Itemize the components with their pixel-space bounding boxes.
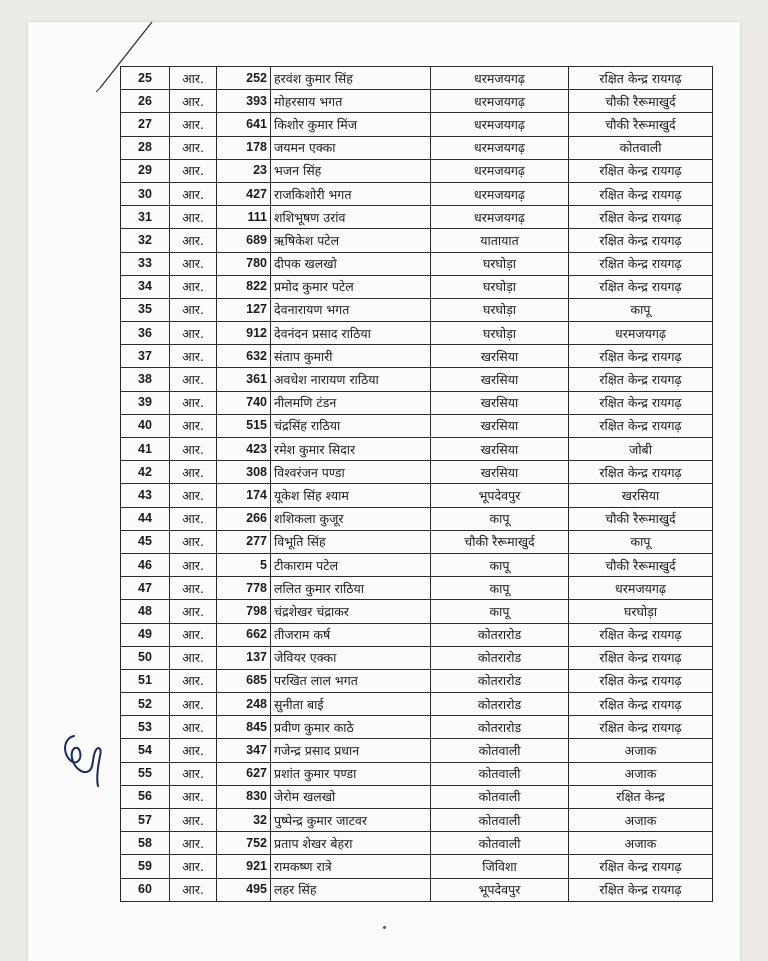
rank-cell: आर. bbox=[170, 785, 217, 808]
rank-cell: आर. bbox=[170, 716, 217, 739]
serial-number-cell: 40 bbox=[121, 414, 170, 437]
employee-name-cell: शशिकला कुजूर bbox=[271, 507, 431, 530]
rank-cell: आर. bbox=[170, 67, 217, 90]
rank-cell: आर. bbox=[170, 159, 217, 182]
transfer-posting-cell: रक्षित केन्द्र रायगढ़ bbox=[569, 414, 713, 437]
employee-name-cell: ललित कुमार राठिया bbox=[271, 577, 431, 600]
current-posting-cell: कोतरारोड bbox=[431, 646, 569, 669]
badge-number-cell: 277 bbox=[217, 530, 271, 553]
rank-cell: आर. bbox=[170, 530, 217, 553]
serial-number-cell: 42 bbox=[121, 461, 170, 484]
employee-name-cell: विभूति सिंह bbox=[271, 530, 431, 553]
transfer-posting-cell: रक्षित केन्द्र रायगढ़ bbox=[569, 693, 713, 716]
table-row bbox=[121, 600, 713, 623]
serial-number-cell: 38 bbox=[121, 368, 170, 391]
employee-name-cell: यूकेश सिंह श्याम bbox=[271, 484, 431, 507]
table-row bbox=[121, 438, 713, 461]
employee-name-cell: जयमन एक्का bbox=[271, 136, 431, 159]
rank-cell: आर. bbox=[170, 832, 217, 855]
badge-number-cell: 912 bbox=[217, 322, 271, 345]
serial-number-cell: 49 bbox=[121, 623, 170, 646]
current-posting-cell: खरसिया bbox=[431, 414, 569, 437]
serial-number-cell: 37 bbox=[121, 345, 170, 368]
badge-number-cell: 780 bbox=[217, 252, 271, 275]
employee-name-cell: मोहरसाय भगत bbox=[271, 90, 431, 113]
transfer-posting-cell: रक्षित केन्द्र रायगढ़ bbox=[569, 275, 713, 298]
table-row bbox=[121, 391, 713, 414]
serial-number-cell: 25 bbox=[121, 67, 170, 90]
current-posting-cell: धरमजयगढ़ bbox=[431, 113, 569, 136]
serial-number-cell: 31 bbox=[121, 206, 170, 229]
transfer-posting-cell: रक्षित केन्द्र रायगढ़ bbox=[569, 206, 713, 229]
badge-number-cell: 5 bbox=[217, 553, 271, 576]
rank-cell: आर. bbox=[170, 762, 217, 785]
transfer-posting-cell: रक्षित केन्द्र रायगढ़ bbox=[569, 229, 713, 252]
employee-name-cell: शशिभूषण उरांव bbox=[271, 206, 431, 229]
serial-number-cell: 56 bbox=[121, 785, 170, 808]
current-posting-cell: भूपदेवपुर bbox=[431, 878, 569, 901]
table-row bbox=[121, 368, 713, 391]
current-posting-cell: चौकी रैरूमाखुर्द bbox=[431, 530, 569, 553]
current-posting-cell: धरमजयगढ़ bbox=[431, 90, 569, 113]
current-posting-cell: कोतवाली bbox=[431, 762, 569, 785]
rank-cell: आर. bbox=[170, 739, 217, 762]
current-posting-cell: घरघोड़ा bbox=[431, 252, 569, 275]
transfer-posting-cell: रक्षित केन्द्र रायगढ़ bbox=[569, 159, 713, 182]
employee-name-cell: रामकष्ण रात्रे bbox=[271, 855, 431, 878]
table-row bbox=[121, 159, 713, 182]
employee-name-cell: विश्वरंजन पण्डा bbox=[271, 461, 431, 484]
current-posting-cell: खरसिया bbox=[431, 345, 569, 368]
table-row bbox=[121, 322, 713, 345]
transfer-posting-cell: चौकी रैरूमाखुर्द bbox=[569, 113, 713, 136]
serial-number-cell: 52 bbox=[121, 693, 170, 716]
table-row bbox=[121, 878, 713, 901]
current-posting-cell: भूपदेवपुर bbox=[431, 484, 569, 507]
transfer-posting-cell: कापू bbox=[569, 298, 713, 321]
badge-number-cell: 127 bbox=[217, 298, 271, 321]
employee-name-cell: देवनारायण भगत bbox=[271, 298, 431, 321]
rank-cell: आर. bbox=[170, 438, 217, 461]
employee-name-cell: गजेन्द्र प्रसाद प्रधान bbox=[271, 739, 431, 762]
serial-number-cell: 59 bbox=[121, 855, 170, 878]
serial-number-cell: 48 bbox=[121, 600, 170, 623]
rank-cell: आर. bbox=[170, 182, 217, 205]
transfer-posting-cell: रक्षित केन्द्र रायगढ़ bbox=[569, 252, 713, 275]
serial-number-cell: 30 bbox=[121, 182, 170, 205]
employee-name-cell: टीकाराम पटेल bbox=[271, 553, 431, 576]
current-posting-cell: कोतरारोड bbox=[431, 669, 569, 692]
rank-cell: आर. bbox=[170, 229, 217, 252]
serial-number-cell: 32 bbox=[121, 229, 170, 252]
serial-number-cell: 39 bbox=[121, 391, 170, 414]
table-row bbox=[121, 832, 713, 855]
badge-number-cell: 347 bbox=[217, 739, 271, 762]
table-row bbox=[121, 669, 713, 692]
badge-number-cell: 798 bbox=[217, 600, 271, 623]
serial-number-cell: 35 bbox=[121, 298, 170, 321]
table-row bbox=[121, 623, 713, 646]
table-row bbox=[121, 809, 713, 832]
transfer-posting-cell: धरमजयगढ़ bbox=[569, 322, 713, 345]
serial-number-cell: 28 bbox=[121, 136, 170, 159]
table-row bbox=[121, 67, 713, 90]
current-posting-cell: कोतवाली bbox=[431, 785, 569, 808]
badge-number-cell: 361 bbox=[217, 368, 271, 391]
transfer-posting-cell: रक्षित केन्द्र रायगढ़ bbox=[569, 461, 713, 484]
employee-name-cell: पुष्पेन्द्र कुमार जाटवर bbox=[271, 809, 431, 832]
transfer-posting-cell: धरमजयगढ़ bbox=[569, 577, 713, 600]
serial-number-cell: 27 bbox=[121, 113, 170, 136]
rank-cell: आर. bbox=[170, 345, 217, 368]
employee-name-cell: दीपक खलखो bbox=[271, 252, 431, 275]
transfer-posting-cell: कापू bbox=[569, 530, 713, 553]
badge-number-cell: 266 bbox=[217, 507, 271, 530]
serial-number-cell: 43 bbox=[121, 484, 170, 507]
current-posting-cell: कोतरारोड bbox=[431, 623, 569, 646]
badge-number-cell: 111 bbox=[217, 206, 271, 229]
transfer-posting-cell: जोबी bbox=[569, 438, 713, 461]
rank-cell: आर. bbox=[170, 623, 217, 646]
transfer-posting-cell: रक्षित केन्द्र रायगढ़ bbox=[569, 623, 713, 646]
rank-cell: आर. bbox=[170, 368, 217, 391]
transfer-posting-cell: अजाक bbox=[569, 832, 713, 855]
table-row bbox=[121, 414, 713, 437]
current-posting-cell: कोतरारोड bbox=[431, 716, 569, 739]
rank-cell: आर. bbox=[170, 855, 217, 878]
badge-number-cell: 641 bbox=[217, 113, 271, 136]
current-posting-cell: कापू bbox=[431, 600, 569, 623]
table-row bbox=[121, 762, 713, 785]
table-row bbox=[121, 275, 713, 298]
rank-cell: आर. bbox=[170, 809, 217, 832]
employee-name-cell: प्रवीण कुमार काठे bbox=[271, 716, 431, 739]
employee-name-cell: तीजराम कर्ष bbox=[271, 623, 431, 646]
rank-cell: आर. bbox=[170, 669, 217, 692]
rank-cell: आर. bbox=[170, 113, 217, 136]
employee-name-cell: प्रशांत कुमार पण्डा bbox=[271, 762, 431, 785]
badge-number-cell: 174 bbox=[217, 484, 271, 507]
current-posting-cell: कोतवाली bbox=[431, 832, 569, 855]
transfer-posting-cell: रक्षित केन्द्र रायगढ़ bbox=[569, 855, 713, 878]
current-posting-cell: खरसिया bbox=[431, 438, 569, 461]
current-posting-cell: कापू bbox=[431, 553, 569, 576]
badge-number-cell: 495 bbox=[217, 878, 271, 901]
table-row bbox=[121, 553, 713, 576]
transfer-roster-table bbox=[120, 66, 713, 902]
transfer-posting-cell: खरसिया bbox=[569, 484, 713, 507]
badge-number-cell: 308 bbox=[217, 461, 271, 484]
badge-number-cell: 632 bbox=[217, 345, 271, 368]
serial-number-cell: 44 bbox=[121, 507, 170, 530]
badge-number-cell: 740 bbox=[217, 391, 271, 414]
serial-number-cell: 54 bbox=[121, 739, 170, 762]
serial-number-cell: 58 bbox=[121, 832, 170, 855]
badge-number-cell: 423 bbox=[217, 438, 271, 461]
table-row bbox=[121, 252, 713, 275]
serial-number-cell: 29 bbox=[121, 159, 170, 182]
serial-number-cell: 57 bbox=[121, 809, 170, 832]
current-posting-cell: धरमजयगढ़ bbox=[431, 182, 569, 205]
serial-number-cell: 55 bbox=[121, 762, 170, 785]
employee-name-cell: ऋषिकेश पटेल bbox=[271, 229, 431, 252]
rank-cell: आर. bbox=[170, 414, 217, 437]
current-posting-cell: धरमजयगढ़ bbox=[431, 67, 569, 90]
current-posting-cell: यातायात bbox=[431, 229, 569, 252]
employee-name-cell: प्रमोद कुमार पटेल bbox=[271, 275, 431, 298]
badge-number-cell: 393 bbox=[217, 90, 271, 113]
transfer-posting-cell: अजाक bbox=[569, 762, 713, 785]
transfer-posting-cell: रक्षित केन्द्र रायगढ़ bbox=[569, 716, 713, 739]
badge-number-cell: 921 bbox=[217, 855, 271, 878]
badge-number-cell: 627 bbox=[217, 762, 271, 785]
badge-number-cell: 662 bbox=[217, 623, 271, 646]
employee-name-cell: संताप कुमारी bbox=[271, 345, 431, 368]
rank-cell: आर. bbox=[170, 298, 217, 321]
transfer-posting-cell: रक्षित केन्द्र रायगढ़ bbox=[569, 391, 713, 414]
serial-number-cell: 53 bbox=[121, 716, 170, 739]
employee-name-cell: प्रताप शेखर बेहरा bbox=[271, 832, 431, 855]
employee-name-cell: रमेश कुमार सिदार bbox=[271, 438, 431, 461]
transfer-posting-cell: कोतवाली bbox=[569, 136, 713, 159]
badge-number-cell: 778 bbox=[217, 577, 271, 600]
badge-number-cell: 23 bbox=[217, 159, 271, 182]
table-row bbox=[121, 739, 713, 762]
employee-name-cell: जेवियर एक्का bbox=[271, 646, 431, 669]
rank-cell: आर. bbox=[170, 391, 217, 414]
badge-number-cell: 137 bbox=[217, 646, 271, 669]
rank-cell: आर. bbox=[170, 507, 217, 530]
badge-number-cell: 830 bbox=[217, 785, 271, 808]
serial-number-cell: 50 bbox=[121, 646, 170, 669]
serial-number-cell: 34 bbox=[121, 275, 170, 298]
rank-cell: आर. bbox=[170, 693, 217, 716]
serial-number-cell: 46 bbox=[121, 553, 170, 576]
table-row bbox=[121, 577, 713, 600]
badge-number-cell: 515 bbox=[217, 414, 271, 437]
table-row bbox=[121, 90, 713, 113]
employee-name-cell: हरवंश कुमार सिंह bbox=[271, 67, 431, 90]
serial-number-cell: 51 bbox=[121, 669, 170, 692]
badge-number-cell: 685 bbox=[217, 669, 271, 692]
table-row bbox=[121, 785, 713, 808]
transfer-posting-cell: घरघोड़ा bbox=[569, 600, 713, 623]
table-row bbox=[121, 530, 713, 553]
badge-number-cell: 752 bbox=[217, 832, 271, 855]
employee-name-cell: देवनंदन प्रसाद राठिया bbox=[271, 322, 431, 345]
current-posting-cell: धरमजयगढ़ bbox=[431, 206, 569, 229]
current-posting-cell: घरघोड़ा bbox=[431, 322, 569, 345]
employee-name-cell: राजकिशोरी भगत bbox=[271, 182, 431, 205]
employee-name-cell: चंद्रशेखर चंद्राकर bbox=[271, 600, 431, 623]
table-row bbox=[121, 113, 713, 136]
serial-number-cell: 47 bbox=[121, 577, 170, 600]
table-row bbox=[121, 461, 713, 484]
serial-number-cell: 33 bbox=[121, 252, 170, 275]
current-posting-cell: कोतरारोड bbox=[431, 693, 569, 716]
serial-number-cell: 36 bbox=[121, 322, 170, 345]
table-row bbox=[121, 855, 713, 878]
current-posting-cell: धरमजयगढ़ bbox=[431, 136, 569, 159]
badge-number-cell: 427 bbox=[217, 182, 271, 205]
transfer-posting-cell: रक्षित केन्द्र रायगढ़ bbox=[569, 368, 713, 391]
current-posting-cell: खरसिया bbox=[431, 391, 569, 414]
table-row bbox=[121, 345, 713, 368]
badge-number-cell: 822 bbox=[217, 275, 271, 298]
table-row bbox=[121, 229, 713, 252]
current-posting-cell: धरमजयगढ़ bbox=[431, 159, 569, 182]
employee-name-cell: लहर सिंह bbox=[271, 878, 431, 901]
badge-number-cell: 248 bbox=[217, 693, 271, 716]
employee-name-cell: नीलमणि टंडन bbox=[271, 391, 431, 414]
current-posting-cell: जिविशा bbox=[431, 855, 569, 878]
table-row bbox=[121, 298, 713, 321]
serial-number-cell: 41 bbox=[121, 438, 170, 461]
rank-cell: आर. bbox=[170, 252, 217, 275]
employee-name-cell: किशोर कुमार मिंज bbox=[271, 113, 431, 136]
rank-cell: आर. bbox=[170, 136, 217, 159]
serial-number-cell: 60 bbox=[121, 878, 170, 901]
employee-name-cell: परखित लाल भगत bbox=[271, 669, 431, 692]
current-posting-cell: घरघोड़ा bbox=[431, 275, 569, 298]
badge-number-cell: 178 bbox=[217, 136, 271, 159]
table-row bbox=[121, 716, 713, 739]
transfer-posting-cell: अजाक bbox=[569, 739, 713, 762]
employee-name-cell: अवधेश नारायण राठिया bbox=[271, 368, 431, 391]
rank-cell: आर. bbox=[170, 553, 217, 576]
rank-cell: आर. bbox=[170, 275, 217, 298]
serial-number-cell: 26 bbox=[121, 90, 170, 113]
table-row bbox=[121, 507, 713, 530]
transfer-posting-cell: रक्षित केन्द्र रायगढ़ bbox=[569, 646, 713, 669]
transfer-posting-cell: अजाक bbox=[569, 809, 713, 832]
employee-name-cell: जेरोम खलखो bbox=[271, 785, 431, 808]
current-posting-cell: कापू bbox=[431, 577, 569, 600]
rank-cell: आर. bbox=[170, 206, 217, 229]
current-posting-cell: कोतवाली bbox=[431, 739, 569, 762]
table-row bbox=[121, 693, 713, 716]
rank-cell: आर. bbox=[170, 878, 217, 901]
table-row bbox=[121, 136, 713, 159]
rank-cell: आर. bbox=[170, 322, 217, 345]
employee-name-cell: चंद्रसिंह राठिया bbox=[271, 414, 431, 437]
badge-number-cell: 689 bbox=[217, 229, 271, 252]
rank-cell: आर. bbox=[170, 461, 217, 484]
current-posting-cell: खरसिया bbox=[431, 368, 569, 391]
transfer-posting-cell: रक्षित केन्द्र रायगढ़ bbox=[569, 182, 713, 205]
badge-number-cell: 252 bbox=[217, 67, 271, 90]
rank-cell: आर. bbox=[170, 484, 217, 507]
transfer-posting-cell: रक्षित केन्द्र रायगढ़ bbox=[569, 345, 713, 368]
employee-name-cell: भजन सिंह bbox=[271, 159, 431, 182]
current-posting-cell: कोतवाली bbox=[431, 809, 569, 832]
rank-cell: आर. bbox=[170, 600, 217, 623]
transfer-posting-cell: रक्षित केन्द्र रायगढ़ bbox=[569, 878, 713, 901]
transfer-posting-cell: चौकी रैरूमाखुर्द bbox=[569, 90, 713, 113]
employee-name-cell: सुनीता बाई bbox=[271, 693, 431, 716]
transfer-posting-cell: रक्षित केन्द्र रायगढ़ bbox=[569, 67, 713, 90]
rank-cell: आर. bbox=[170, 646, 217, 669]
serial-number-cell: 45 bbox=[121, 530, 170, 553]
transfer-posting-cell: चौकी रैरूमाखुर्द bbox=[569, 507, 713, 530]
transfer-posting-cell: रक्षित केन्द्र रायगढ़ bbox=[569, 669, 713, 692]
rank-cell: आर. bbox=[170, 577, 217, 600]
table-row bbox=[121, 206, 713, 229]
badge-number-cell: 32 bbox=[217, 809, 271, 832]
table-row bbox=[121, 646, 713, 669]
current-posting-cell: कापू bbox=[431, 507, 569, 530]
page-speck bbox=[383, 926, 386, 929]
rank-cell: आर. bbox=[170, 90, 217, 113]
current-posting-cell: घरघोड़ा bbox=[431, 298, 569, 321]
current-posting-cell: खरसिया bbox=[431, 461, 569, 484]
handwritten-signature bbox=[60, 730, 110, 790]
badge-number-cell: 845 bbox=[217, 716, 271, 739]
transfer-posting-cell: चौकी रैरूमाखुर्द bbox=[569, 553, 713, 576]
table-row bbox=[121, 484, 713, 507]
table-row bbox=[121, 182, 713, 205]
roster-body bbox=[121, 67, 713, 902]
transfer-posting-cell: रक्षित केन्द्र bbox=[569, 785, 713, 808]
